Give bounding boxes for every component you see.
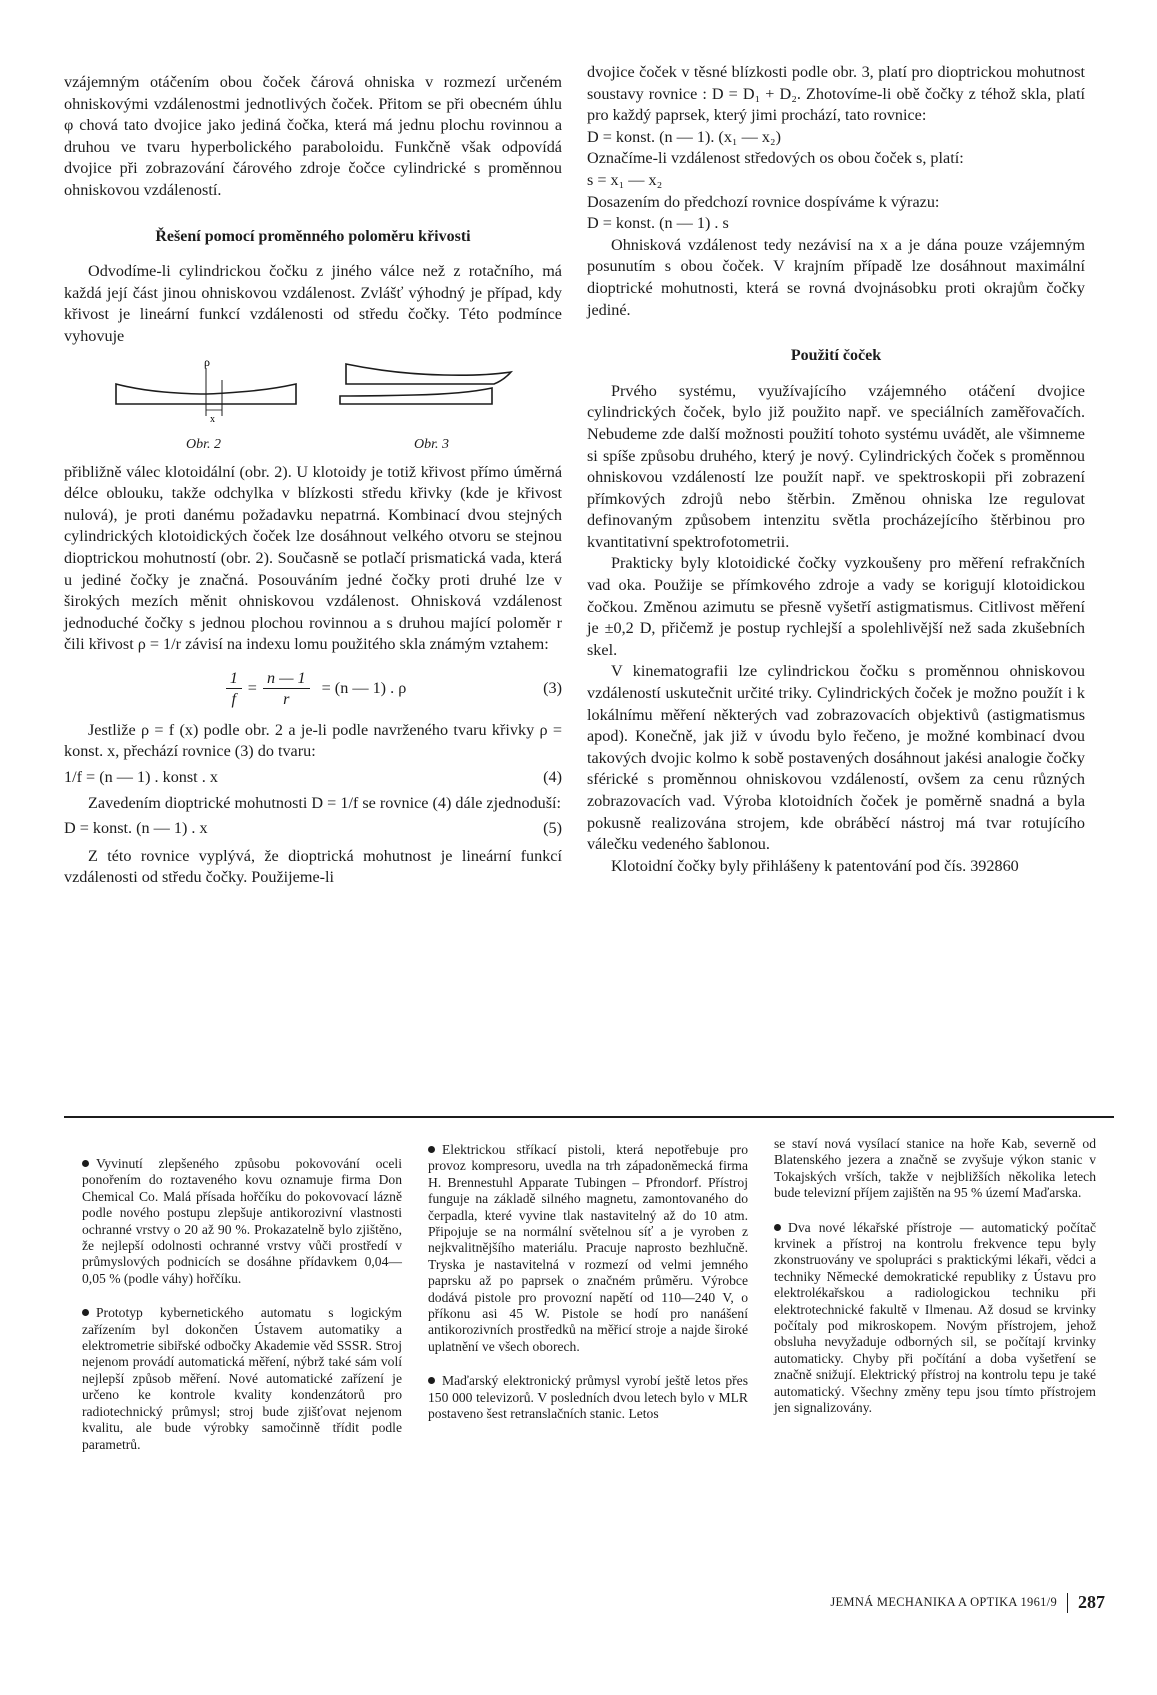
left-paragraph-3: přibližně válec klotoidální (obr. 2). U klotoidy je totiž křivost přímo úměrná délce oblouku, takže odchylka v blízkosti středu křivky (kde je křivost nulová), je proti danému požadavku nepatrná. Kombinací dvou stejných cylindrických klotoidických čoček lze dosáhnout velkého otvoru se stejnou dioptrickou mohutností (obr. 2). Současně se potlačí prismatická vada, která u jediné čočky je značná. Posouváním jedné čočky proti druhé lze v širokých mezích měnit ohniskovou vzdálenost. Ohnisková vzdálenost jednoduché čočky s jednou plochou rovinnou a s druhou mající poloměr r čili křivost ρ = 1/r závisí na indexu lomu použitého skla známým vztahem: — [64, 462, 562, 654]
right-paragraph-6: Prakticky byly klotoidické čočky vyzkoušeny pro měření refrakčních vad oka. Použije se přímkového zdroje a vady se korigují klotoidickou čočkou. Změnou azimutu se přesně vyšetří astigmatismus. Citlivost měření je ±0,2 D, přičemž je postup rychlejší a spolehlivější než sada zkušebních skel. — [587, 554, 1085, 659]
journal-title: JEMNÁ MECHANIKA A OPTIKA 1961/9 — [830, 1595, 1057, 1609]
right-paragraph-2: Označíme-li vzdálenost středových os obou čoček s, platí: — [587, 149, 964, 168]
bullet-icon — [774, 1224, 781, 1231]
equation-5-number: (5) — [543, 819, 562, 838]
page-number: 287 — [1078, 1592, 1105, 1612]
news-column-1 — [82, 1156, 402, 1471]
right-equation-c: D = konst. (n — 1) . s — [587, 214, 729, 233]
right-column — [587, 62, 1085, 877]
right-equation-b: s = x₁ — x₂ — [587, 170, 663, 189]
footer-separator — [1067, 1593, 1068, 1613]
figures — [64, 354, 562, 456]
equation-3-number: (3) — [543, 678, 562, 697]
news-item: Elektrickou stříkací pistoli, která nepotřebuje pro provoz kompresoru, uvedla na trh západoněmecká firma H. Brennestuhl Apparate Tubingen – Pfrondorf. Přístroj funguje na základě silného magnetu, zamontovaného do čerpadla, které vyvine tlak nastavitelný až do 10 atm. Připojuje se na normální světelnou síť a je vyroben z nejkvalitnějšího materiálu. Pracuje naprosto bezhlučně. Tryska je nastavitelná v rozmezí od velmi jemného paprsku až po paprsek o značném průměru. Výrobce dodává pistole pro provozní napětí od 110—240 V, o příkonu asi 45 W. Pistole se hodí pro nanášení antikorozivních prostředků na měřicí stroje a najde široké uplatnění ve všech oborech. — [428, 1142, 748, 1354]
right-paragraph-8: Klotoidní čočky byly přihlášeny k patentování pod čís. 392860 — [611, 856, 1019, 875]
bullet-icon — [428, 1146, 435, 1153]
news-item: Prototyp kybernetického automatu s logickým zařízením byl dokončen Ústavem automatiky a elektrometrie sibiřské odbočky Akademie věd SSSR. Stroj nejenom provádí automatická měření, nýbrž také sám volí nejlepší způsob měření. Nové automatické zařízení je určeno ke kontrole kvality kondenzátorů pro radiotechnický průmysl; stroj bude zjišťovat nejenom kvalitu, ale bude výrobky samočinně třídit podle parametrů. — [82, 1305, 402, 1452]
left-paragraph-5: Zavedením dioptrické mohutnosti D = 1/f se rovnice (4) dále zjednoduší: — [88, 793, 562, 812]
left-paragraph-1: vzájemným otáčením obou čoček čárová ohniska v rozmezí určeném ohniskovými vzdálenostmi jednotlivých čoček. Přitom se při obecném úhlu φ chová tato dvojice jako jediná čočka, která má jednu plochu rovinnou a druhou ve tvaru hyperbolického paraboloidu. Funkčně však odpovídá dvojice při zobrazování čárového zdroje čočce cylindrické s proměnnou ohniskovou vzdáleností. — [64, 73, 562, 199]
section-divider — [64, 1116, 1114, 1118]
fraction-n-minus-1-over-r: $\frac{n — 1}{r}$ — [263, 668, 310, 709]
bullet-icon — [428, 1377, 435, 1384]
bullet-icon — [82, 1309, 89, 1316]
bullet-icon — [82, 1160, 89, 1167]
left-paragraph-2: Odvodíme-li cylindrickou čočku z jiného válce než z rotačního, má každá její část jinou ohniskovou vzdálenost. Zvlášť výhodný je případ, kdy křivost je lineární funkcí vzdálenosti od středu čočky. Této podmínce vyhovuje — [64, 262, 562, 345]
figure-2-rho-label: ρ — [204, 354, 210, 369]
right-paragraph-1: dvojice čoček v těsné blízkosti podle obr. 3, platí pro dioptrickou mohutnost soustavy rovnice : D = D₁ + D₂. Zhotovíme-li obě čočky z téhož skla, platí pro každý paprsek, který jimi prochází, tato rovnice: — [587, 63, 1085, 125]
news-column-2 — [428, 1142, 748, 1441]
figure-3-diagram — [64, 354, 562, 434]
right-equation-a: D = konst. (n — 1). (x₁ — x₂) — [587, 127, 781, 146]
left-paragraph-4: Jestliže ρ = f (x) podle obr. 2 a je-li podle navrženého tvaru křivky ρ = konst. x, přechází rovnice (3) do tvaru: — [64, 720, 562, 761]
news-item: Vyvinutí zlepšeného způsobu pokovování oceli ponořením do roztaveného kovu oznamuje firma Don Chemical Co. Malá přísada hořčíku do pokovovací lázně podle nového postupu zlepšuje antikorozivní vlastnosti ochranné vrstvy o 20 až 90 %. Prokazatelně bylo zjištěno, že nejlepší odolnosti ochranné vrstvy vůči prostředí v průmyslových podnicích se dosáhne přídavkem 0,04—0,05 % (podle váhy) hořčíku. — [82, 1156, 402, 1286]
news-column-3 — [774, 1136, 1096, 1435]
left-paragraph-6: Z této rovnice vyplývá, že dioptrická mohutnost je lineární funkcí vzdálenosti od středu čočky. Použijeme-li — [64, 846, 562, 887]
news-item: se staví nová vysílací stanice na hoře Kab, severně od Blatenského jezera a značně se zvyšuje výkon stanic v Tokajských vrších, takže v nejbližších několika letech bude televizní příjem zajištěn na 95 % území Maďarska. — [774, 1136, 1096, 1201]
figure-3-caption: Obr. 3 — [414, 436, 450, 452]
right-paragraph-3: Dosazením do předchozí rovnice dospíváme k výrazu: — [587, 192, 940, 211]
equation-4: 1/f = (n — 1) . konst . x (4) — [64, 767, 562, 789]
news-item: Maďarský elektronický průmysl vyrobí ještě letos přes 150 000 televizorů. V posledních dvou letech bylo v MLR postaveno šest retranslačních stanic. Letos — [428, 1373, 748, 1422]
left-column — [64, 72, 562, 889]
right-paragraph-4: Ohnisková vzdálenost tedy nezávisí na x a je dána pouze vzájemným posunutím s obou čoček. V krajním případě lze dosáhnout maximální dioptrické mohutnosti, která se rovná dvojnásobku proti okrajům čočky jediné. — [587, 235, 1085, 319]
news-item: Dva nové lékařské přístroje — automatický počítač krvinek a přístroj na kontrolu frekvence tepu byly zkonstruovány ve spolupráci s praktickými lékaři, vědci a techniky Německé demokratické republiky z Ústavu pro elektrolékařskou a radiologickou techniku při elektrotechnické fakultě v Ilmenau. Až dosud se krvinky počítaly pod mikroskopem. Novým přístrojem, jehož obsluha nevyžaduje odborných sil, se počítají krvinky automaticky. Chyby při počítání a doba vyšetření se značně snižují. Elektrický přístroj na kontrolu tepu je také automatický. Všechny změny tepu jsou tímto přístrojem jen signalizovány. — [774, 1219, 1096, 1416]
figure-2-x-label: x — [210, 413, 215, 425]
equation-5: D = konst. (n — 1) . x (5) — [64, 818, 562, 840]
right-paragraph-7: V kinematografii lze cylindrickou čočku s proměnnou ohniskovou vzdáleností uskutečnit určité triky. Cylindrických čoček je možno použít i k lokálnímu měření některých vad zobrazovacích objektivů (astigmatismus apod). Konečně, jak již v úvodu bylo řečeno, je možné kombinací dvou takových dvojic kolmo k sobě postavených dosáhnout jakési analogie čočky sférické s proměnnou ohniskovou vzdáleností, ovšem za cenu různých zobrazovacích vad. Výroba klotoidních čoček je poměrně snadná a byla pokusně realizována strojem, kde obráběcí nástroj má tvar rotujícího válečku vedeného šablonou. — [587, 662, 1085, 854]
fraction-1-over-f: $\frac{1}{f}$ — [226, 668, 242, 709]
equation-3: $\frac{1}{f}$ = $\frac{n — 1}{r}$ = (n — 1) . ρ (3) — [64, 666, 562, 712]
figure-2-caption: Obr. 2 — [186, 436, 222, 452]
section-heading-usage: Použití čoček — [790, 347, 882, 365]
section-heading-curvature: Řešení pomocí proměnného poloměru křivosti — [155, 227, 471, 245]
right-paragraph-5: Prvého systému, využívajícího vzájemného otáčení dvojice cylindrických čoček, bylo již použito např. ve speciálních zaměřovačích. Nebudeme zde další možnosti použití tohoto systému uvádět, ale všimneme si spíše způsobu druhého, který je nový. Cylindrických čoček s proměnnou ohniskovou vzdáleností lze použít např. ve spektroskopii při zobrazení přímkových zdrojů nebo štěrbin. Změnou ohniska lze regulovat definovaným způsobem intenzitu světla procházejícího štěrbinou pro kvantitativní spektrofotometrii. — [587, 381, 1085, 551]
equation-4-number: (4) — [543, 768, 562, 787]
page-footer — [830, 1592, 1105, 1613]
